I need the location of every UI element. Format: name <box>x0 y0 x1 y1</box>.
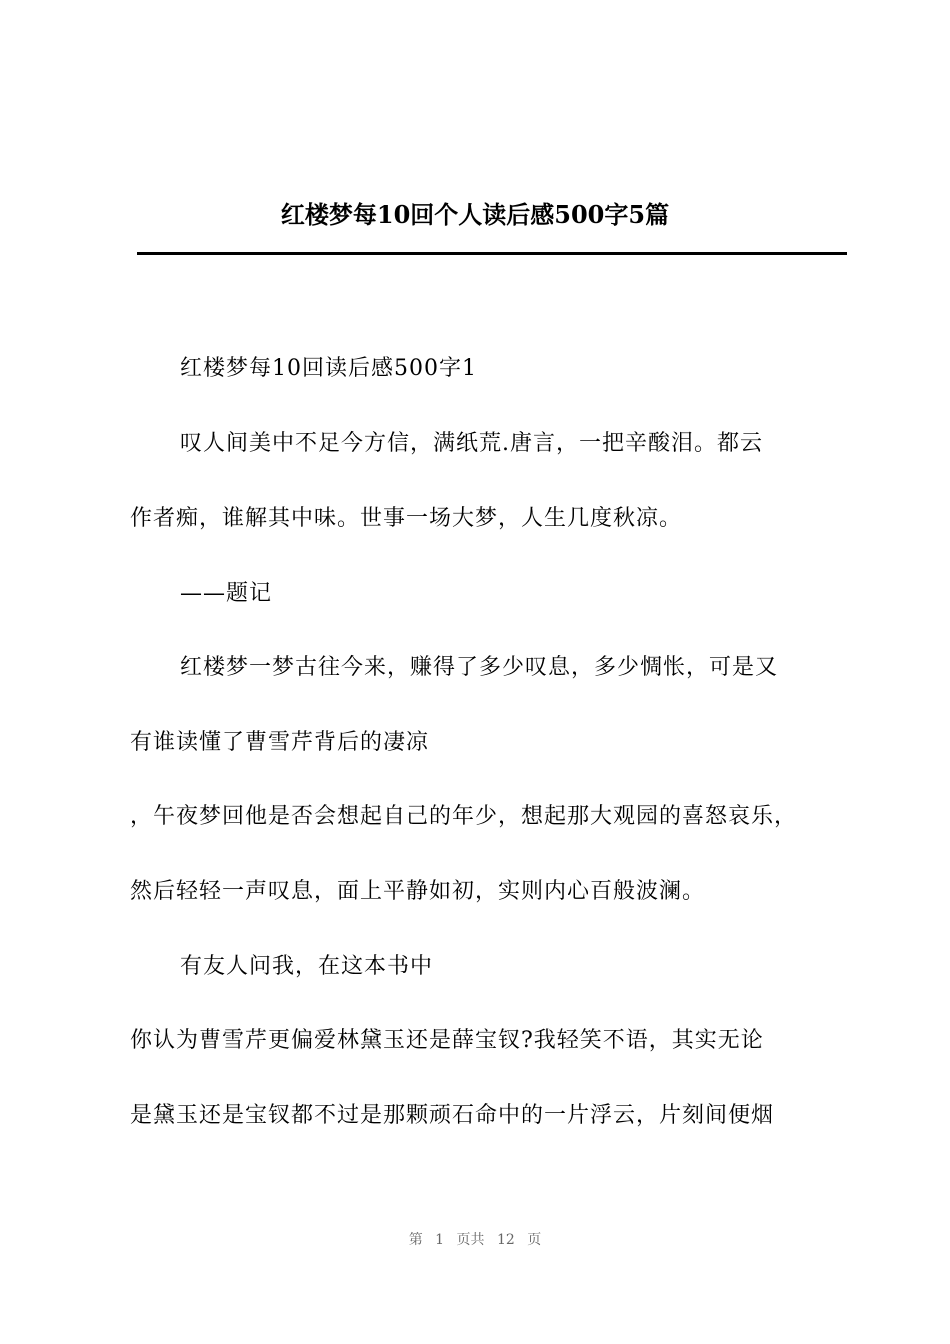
text-line: 叹人间美中不足今方信，满纸荒.唐言，一把辛酸泪。都云 <box>180 431 763 456</box>
page-footer: 第 1 页共 12 页 <box>408 1232 542 1248</box>
text-line: ，午夜梦回他是否会想起自己的年少，想起那大观园的喜怒哀乐， <box>130 804 798 829</box>
text-line: 你认为曹雪芹更偏爱林黛玉还是薛宝钗?我轻笑不语，其实无论 <box>130 1028 764 1053</box>
text-line: 有友人问我，在这本书中 <box>180 954 434 979</box>
title-divider <box>137 252 847 255</box>
text-line: 红楼梦一梦古往今来，赚得了多少叹息，多少惆怅，可是又 <box>180 655 779 680</box>
epigraph-attribution: ——题记 <box>180 581 273 606</box>
page-title: 红楼梦每10回个人读后感500字5篇 <box>280 200 670 229</box>
text-line: 作者痴，谁解其中味。世事一场大梦，人生几度秋凉。 <box>130 506 683 531</box>
text-line: 是黛玉还是宝钗都不过是那颗顽石命中的一片浮云，片刻间便烟 <box>130 1103 775 1128</box>
section-heading: 红楼梦每10回读后感500字1 <box>180 356 477 381</box>
text-line: 有谁读懂了曹雪芹背后的凄凉 <box>130 730 430 755</box>
text-line: 然后轻轻一声叹息，面上平静如初，实则内心百般波澜。 <box>130 879 706 904</box>
